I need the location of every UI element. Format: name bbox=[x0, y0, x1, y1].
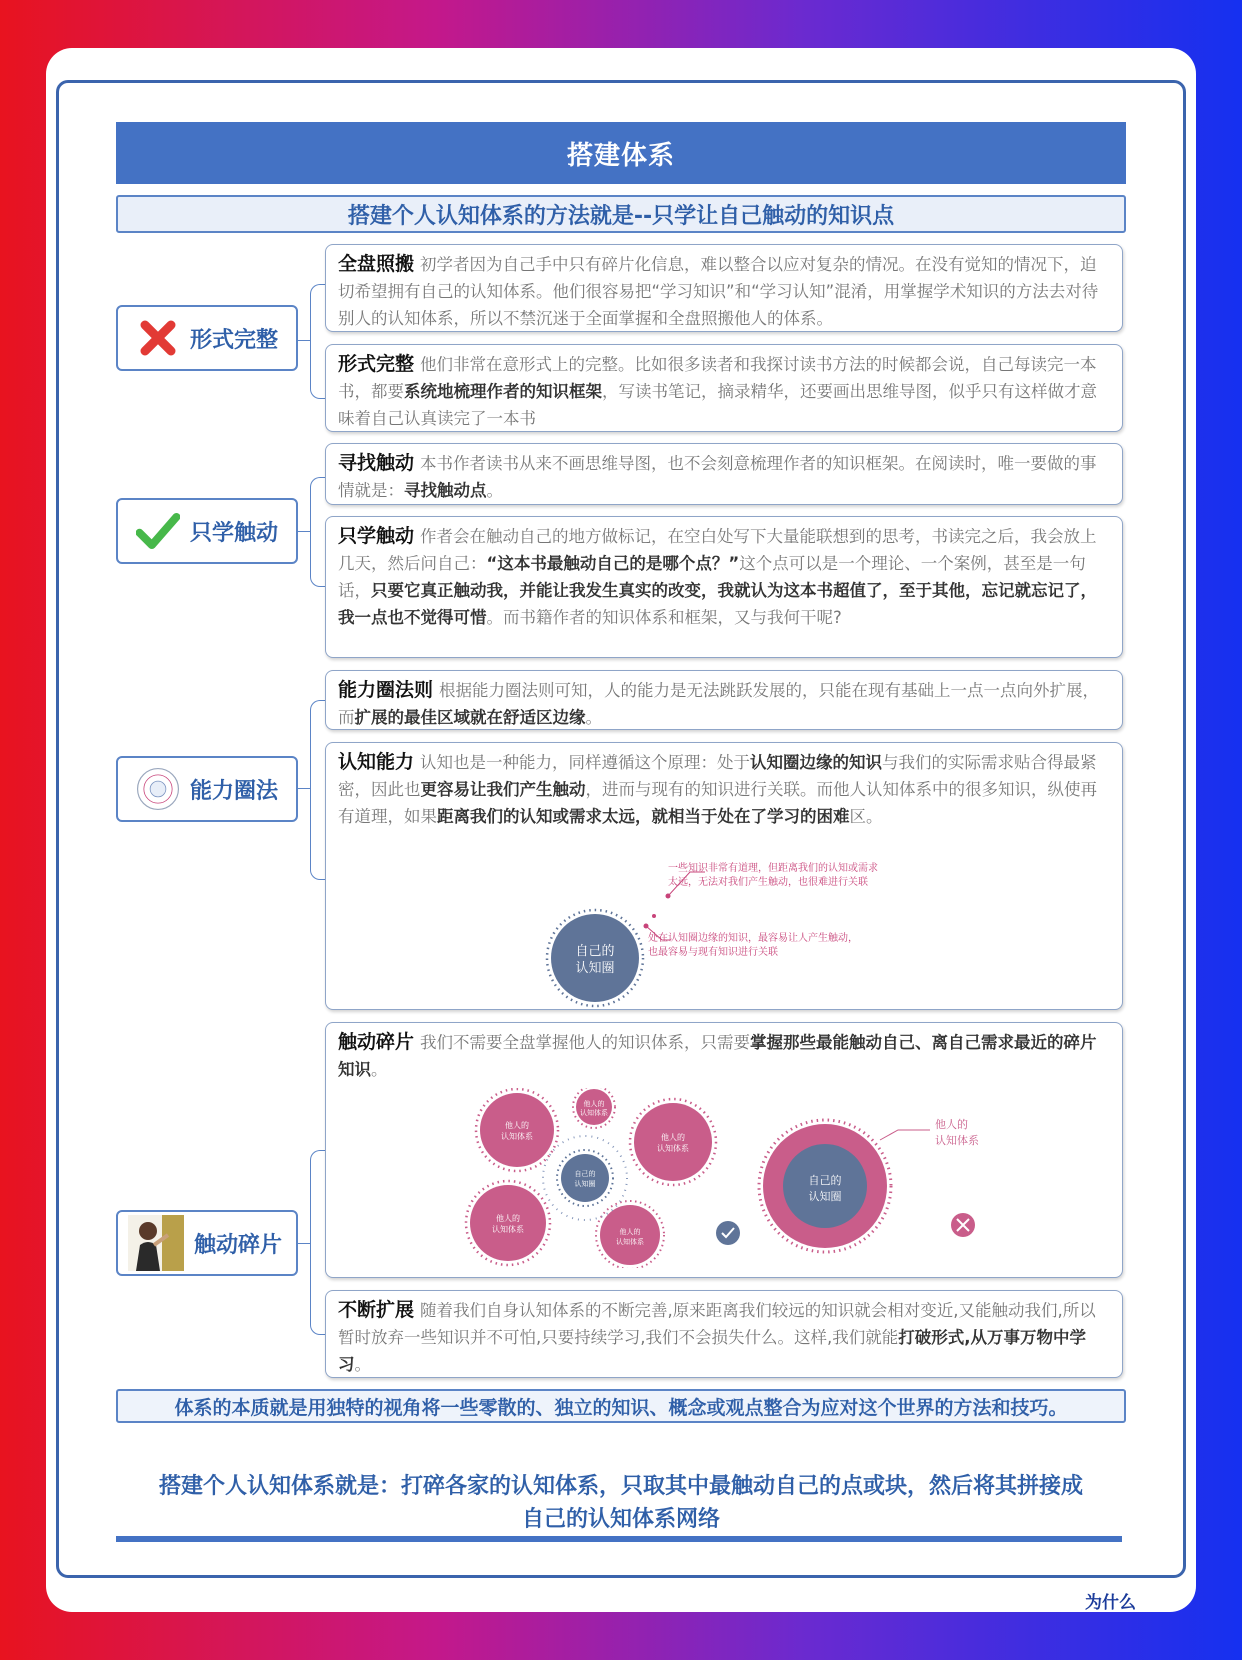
others-circle bbox=[573, 1088, 615, 1128]
note-emphasis: 认知圈边缘的知识 bbox=[750, 753, 883, 772]
others-label: 他人的 bbox=[619, 1228, 641, 1236]
note-text: 区。 bbox=[849, 807, 883, 826]
conclusion-line-1: 搭建个人认知体系就是：打碎各家的认知体系，只取其中最触动自己的点或块，然后将其拼接成 bbox=[158, 1474, 1083, 1499]
conclusion-underline bbox=[116, 1536, 1122, 1542]
cross-icon bbox=[136, 316, 180, 360]
note-text: 我们不需要全盘掌握他人的知识体系，只需要 bbox=[420, 1033, 751, 1052]
footer-tag: 为什么 bbox=[1085, 1593, 1136, 1613]
category-label: 触动碎片 bbox=[194, 1232, 283, 1258]
note-text: ，写读书笔记，摘录精华，还要画出思维导图，似乎只有这样做才意味着自己认真读完了一本书 bbox=[338, 382, 1097, 428]
note-emphasis: 扩展的最佳区域就在舒适区边缘 bbox=[354, 708, 586, 727]
note-emphasis: 寻找触动点 bbox=[404, 481, 487, 500]
self-large-circle bbox=[759, 1120, 891, 1252]
self-circle-label: 认知圈 bbox=[575, 961, 615, 976]
note-box-find-touch bbox=[325, 443, 1123, 505]
others-label: 认知体系 bbox=[657, 1144, 689, 1153]
note-text: 。 bbox=[486, 481, 503, 500]
others-circle bbox=[596, 1201, 664, 1268]
note-box-keep-expanding bbox=[325, 1290, 1123, 1378]
others-outer-label: 他人的 bbox=[935, 1118, 968, 1131]
note-text: 他们非常在意形式上的完整。比如很多读者和我探讨读书方法的时候都会说，自己每读完一本书，都要 bbox=[338, 355, 1097, 401]
note-heading: 认知能力 bbox=[338, 751, 415, 773]
note-text: 。 bbox=[354, 1355, 371, 1374]
note-text: 初学者因为自己手中只有碎片化信息，难以整合以应对复杂的情况。在没有觉知的情况下，迫切希望拥有自己的认知体系。他们很容易把“学习知识”和“学习认知”混淆，用掌握学术知识的方法去对待别人的认知体系，所以不禁沉迷于全面掌握和全盘照搬他人的体系。 bbox=[338, 255, 1099, 328]
note-heading: 不断扩展 bbox=[338, 1299, 415, 1321]
note-emphasis: “这本书最触动自己的是哪个点？” bbox=[486, 554, 740, 573]
note-heading: 触动碎片 bbox=[338, 1031, 415, 1053]
note-text: 根据能力圈法则可知，人的能力是无法跳跃发展的，只能在现有基础上一点一点向外扩展，而 bbox=[338, 681, 1100, 727]
note-heading: 形式完整 bbox=[338, 353, 415, 375]
conclusion-text bbox=[116, 1470, 1126, 1536]
category-label: 能力圈法 bbox=[190, 778, 279, 804]
note-emphasis: 只要它真正触动我，并能让我发生真实的改变，我就认为这本书超值了，至于其他，忘记就忘记了，我一点也不觉得可惜 bbox=[338, 581, 1097, 627]
note-box-wholesale-copy bbox=[325, 244, 1123, 332]
near-note: 处在认知圈边缘的知识，最容易让人产生触动， bbox=[648, 933, 858, 944]
note-text: 。 bbox=[371, 1060, 388, 1079]
note-emphasis: 更容易让我们产生触动 bbox=[420, 780, 586, 799]
connector-line bbox=[298, 340, 310, 341]
others-label: 认知体系 bbox=[501, 1132, 533, 1141]
self-label: 自己的 bbox=[808, 1174, 842, 1187]
others-leader bbox=[880, 1130, 930, 1140]
others-label: 他人的 bbox=[505, 1121, 529, 1130]
fragments-diagram bbox=[460, 1088, 1000, 1268]
note-heading: 全盘照搬 bbox=[338, 253, 415, 275]
connector-line bbox=[298, 788, 310, 789]
circle-diagram-icon bbox=[136, 767, 180, 811]
note-box-only-touching bbox=[325, 516, 1123, 658]
category-only-touching bbox=[116, 498, 298, 564]
essence-summary: 体系的本质就是用独特的视角将一些零散的、独立的知识、概念或观点整合为应对这个世界的方法和技巧。 bbox=[116, 1389, 1126, 1423]
connector-line bbox=[298, 1243, 310, 1244]
note-box-circle-principle bbox=[325, 670, 1123, 730]
others-label: 认知体系 bbox=[580, 1109, 608, 1117]
note-emphasis: 打破形式,从万事万物中学习 bbox=[338, 1328, 1087, 1374]
others-circle bbox=[476, 1089, 558, 1171]
note-emphasis: 掌握那些最能触动自己、离自己需求最近的碎片知识 bbox=[338, 1033, 1097, 1079]
note-text: 这个点可以是一个理论、一个案例，甚至是一句话， bbox=[338, 554, 1086, 600]
knowledge-dot bbox=[652, 914, 656, 918]
check-badge-icon bbox=[716, 1221, 740, 1245]
far-note: 太远，无法对我们产生触动，也很难进行关联 bbox=[668, 877, 868, 888]
others-label: 认知体系 bbox=[616, 1238, 644, 1246]
conclusion-line-2: 自己的认知体系网络 bbox=[521, 1507, 720, 1532]
cross-badge-icon bbox=[951, 1213, 975, 1237]
page-subtitle: 搭建个人认知体系的方法就是--只学让自己触动的知识点 bbox=[116, 195, 1126, 233]
note-heading: 只学触动 bbox=[338, 525, 415, 547]
note-text: 随着我们自身认知体系的不断完善,原来距离我们较远的知识就会相对变近,又能触动我们,所以暂时放弃一些知识并不可怕,只要持续学习,我们不会损失什么。这样,我们就能 bbox=[338, 1301, 1096, 1347]
near-note: 也最容易与现有知识进行关联 bbox=[648, 947, 778, 958]
self-label: 认知圈 bbox=[574, 1180, 596, 1188]
category-form-complete bbox=[116, 305, 298, 371]
self-label: 自己的 bbox=[574, 1170, 596, 1178]
others-label: 他人的 bbox=[496, 1214, 520, 1223]
check-icon bbox=[136, 509, 180, 553]
note-text: 与我们的实际需求贴合得最紧密，因此也 bbox=[338, 753, 1097, 799]
category-touching-fragments bbox=[116, 1210, 298, 1276]
category-circle-method bbox=[116, 756, 298, 822]
connector-line bbox=[298, 531, 310, 532]
category-label: 形式完整 bbox=[190, 327, 279, 353]
note-emphasis: 距离我们的认知或需求太远，就相当于处在了学习的困难 bbox=[437, 807, 850, 826]
note-box-form-complete bbox=[325, 344, 1123, 432]
note-emphasis: 系统地梳理作者的知识框架 bbox=[404, 382, 602, 401]
note-heading: 寻找触动 bbox=[338, 452, 415, 474]
note-text: 认知也是一种能力，同样遵循这个原理：处于 bbox=[420, 753, 751, 772]
category-label: 只学触动 bbox=[190, 520, 279, 546]
note-text: 本书作者读书从来不画思维导图，也不会刻意梳理作者的知识框架。在阅读时，唯一要做的事情就是： bbox=[338, 454, 1097, 500]
others-circle bbox=[630, 1099, 716, 1185]
person-photo-icon bbox=[128, 1215, 184, 1271]
others-circle bbox=[466, 1181, 550, 1265]
note-text: 。而书籍作者的知识体系和框架，又与我何干呢? bbox=[486, 608, 842, 627]
cognitive-circle-diagram bbox=[540, 858, 920, 1008]
others-label: 认知体系 bbox=[492, 1225, 524, 1234]
self-label: 认知圈 bbox=[808, 1190, 842, 1203]
others-label: 他人的 bbox=[661, 1133, 685, 1142]
others-outer-label: 认知体系 bbox=[935, 1134, 979, 1147]
note-text: ，进而与现有的知识进行关联。而他人认知体系中的很多知识，纵使再有道理，如果 bbox=[338, 780, 1097, 826]
note-text: 。 bbox=[585, 708, 602, 727]
far-note: 一些知识非常有道理，但距离我们的认知或需求 bbox=[668, 863, 878, 874]
self-circle-label: 自己的 bbox=[575, 944, 615, 959]
note-heading: 能力圈法则 bbox=[338, 679, 434, 701]
self-small-circle bbox=[543, 1136, 627, 1220]
note-text: 作者会在触动自己的地方做标记，在空白处写下大量能联想到的思考，书读完之后，我会放上几天，然后问自己： bbox=[338, 527, 1097, 573]
others-label: 他人的 bbox=[583, 1100, 605, 1108]
page-title: 搭建体系 bbox=[116, 122, 1126, 184]
